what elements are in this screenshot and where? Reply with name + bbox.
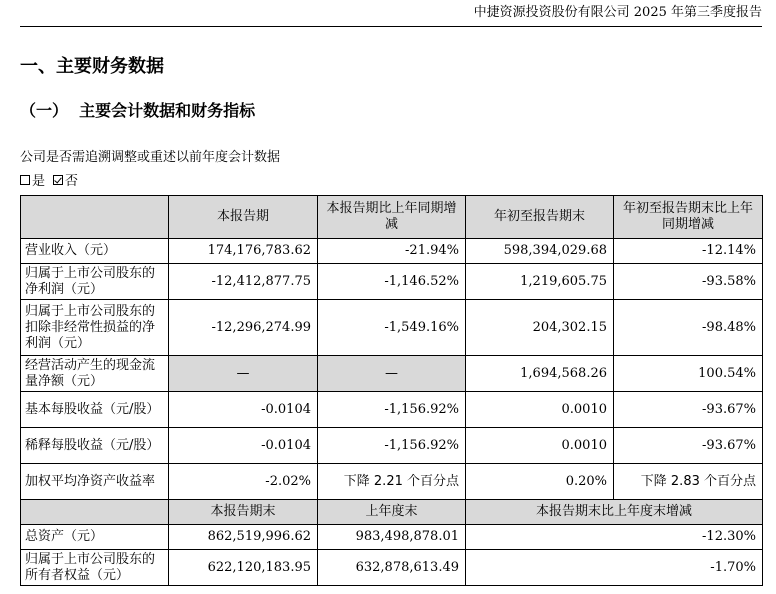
row-label: 归属于上市公司股东的净利润（元） [21,264,169,300]
table-cell: 100.54% [614,356,763,392]
table-cell: 0.0010 [466,428,614,464]
table-cell: 1,219,605.75 [466,264,614,300]
table-cell: 204,302.15 [466,300,614,356]
row-label: 稀释每股收益（元/股） [21,428,169,464]
restate-options [20,170,86,189]
row-label: 总资产（元） [21,525,169,550]
header-cell: 本报告期比上年同期增减 [318,196,466,239]
row-label: 加权平均净资产收益率 [21,464,169,500]
table-cell: -12,296,274.99 [169,300,318,356]
table-row [21,525,763,550]
subsection-title: （一） 主要会计数据和财务指标 [20,101,256,120]
table-cell: -1,549.16% [318,300,466,356]
table-cell: -1.70% [466,550,763,586]
table-cell: -98.48% [614,300,763,356]
table-cell: -21.94% [318,239,466,264]
section-title: 一、主要财务数据 [20,56,164,77]
table-cell: -0.0104 [169,392,318,428]
table-cell: -12.14% [614,239,763,264]
header-cell: 本报告期末比上年度末增减 [466,500,763,525]
row-label: 归属于上市公司股东的扣除非经常性损益的净利润（元） [21,300,169,356]
option-yes-label: 是 [32,174,46,189]
restate-question: 公司是否需追溯调整或重述以前年度会计数据 [20,150,281,165]
table-header-row [21,196,763,239]
financial-data-table [20,195,763,586]
row-label: 基本每股收益（元/股） [21,392,169,428]
table-cell: 983,498,878.01 [318,525,466,550]
table-cell: -1,146.52% [318,264,466,300]
checkbox-yes[interactable] [20,175,30,185]
table-row [21,392,763,428]
header-cell: 年初至报告期末比上年同期增减 [614,196,763,239]
table-row [21,264,763,300]
checkbox-no[interactable] [53,175,63,185]
table-cell: 632,878,613.49 [318,550,466,586]
table-cell-na: — [169,356,318,392]
table-row [21,239,763,264]
page-header: 中捷资源投资股份有限公司 2025 年第三季度报告 [20,0,762,27]
row-label: 经营活动产生的现金流量净额（元） [21,356,169,392]
header-cell: 年初至报告期末 [466,196,614,239]
table-cell: 598,394,029.68 [466,239,614,264]
header-cell: 上年度末 [318,500,466,525]
table-row [21,356,763,392]
table-cell: 0.20% [466,464,614,500]
row-label: 营业收入（元） [21,239,169,264]
table-row [21,300,763,356]
table-cell: -0.0104 [169,428,318,464]
header-cell: 本报告期 [169,196,318,239]
table-cell: 174,176,783.62 [169,239,318,264]
table-cell: 1,694,568.26 [466,356,614,392]
table-cell: -12,412,877.75 [169,264,318,300]
table-row [21,428,763,464]
row-label: 归属于上市公司股东的所有者权益（元） [21,550,169,586]
header-empty [21,196,169,239]
option-no-label: 否 [65,174,79,189]
table-cell: -93.67% [614,428,763,464]
table-cell: -1,156.92% [318,392,466,428]
header-cell: 本报告期末 [169,500,318,525]
table-cell: -1,156.92% [318,428,466,464]
table-cell: 下降 2.21 个百分点 [318,464,466,500]
table-cell: -2.02% [169,464,318,500]
table-cell: -12.30% [466,525,763,550]
table-row [21,550,763,586]
table-cell: 0.0010 [466,392,614,428]
table-cell: 下降 2.83 个百分点 [614,464,763,500]
table-row [21,464,763,500]
header-empty [21,500,169,525]
table-cell: -93.58% [614,264,763,300]
table-cell: -93.67% [614,392,763,428]
table-cell: 862,519,996.62 [169,525,318,550]
table-cell: 622,120,183.95 [169,550,318,586]
table-header-row-2 [21,500,763,525]
table-cell-na: — [318,356,466,392]
